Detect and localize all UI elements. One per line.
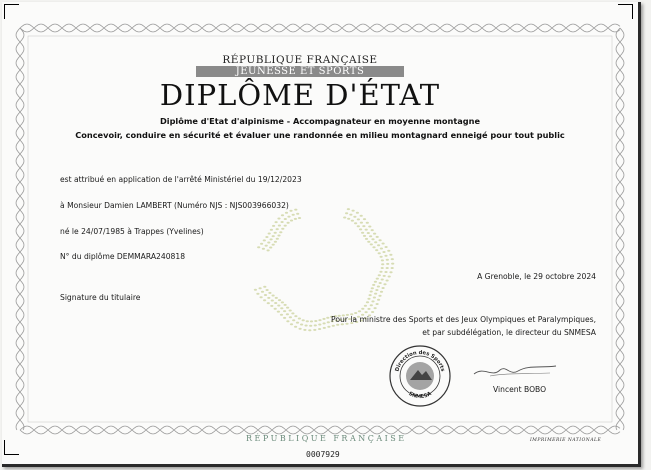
wreath-leaf (289, 210, 292, 212)
wreath-leaf (375, 249, 378, 251)
official-seal (388, 344, 452, 408)
wreath-leaf (363, 218, 366, 220)
wreath-leaf (272, 225, 275, 227)
wreath-leaf (284, 218, 287, 220)
wreath-leaf (263, 299, 266, 301)
border-wave (16, 28, 24, 430)
wreath-leaf (275, 297, 278, 299)
wreath-leaf (378, 295, 381, 297)
wreath-leaf (289, 316, 292, 318)
wreath-leaf (364, 305, 367, 307)
wreath-leaf (386, 259, 389, 261)
wreath-leaf (365, 229, 368, 231)
wreath-leaf (357, 218, 360, 220)
wreath-leaf (356, 212, 359, 214)
wreath-leaf (361, 308, 364, 310)
wreath-leaf (296, 322, 299, 324)
wreath-leaf (371, 287, 374, 289)
wreath-leaf (374, 307, 377, 309)
wreath-leaf (272, 244, 275, 246)
jeunesse-et-sports-banner: JEUNESSE ET SPORTS (196, 66, 404, 77)
wreath-leaf (294, 315, 297, 317)
wreath-leaf (367, 308, 370, 310)
wreath-leaf (284, 304, 287, 306)
wreath-leaf (286, 307, 289, 309)
wreath-leaf (377, 299, 380, 301)
wreath-leaf (259, 287, 262, 289)
wreath-leaf (283, 317, 286, 319)
recipient-text: à Monsieur Damien LAMBERT (Numéro NJS : NJS003966032) (60, 201, 289, 210)
wreath-leaf (285, 212, 288, 214)
wreath-leaf (365, 238, 368, 240)
wreath-leaf (379, 239, 382, 241)
wreath-leaf (374, 293, 377, 295)
wreath-leaf (280, 314, 283, 316)
wreath-leaf (296, 213, 299, 215)
wreath-leaf (374, 241, 377, 243)
wreath-leaf (382, 243, 385, 245)
wreath-leaf (272, 295, 275, 297)
handwritten-signature (470, 356, 560, 382)
wreath-leaf (314, 324, 317, 326)
wreath-leaf (372, 246, 375, 248)
seal-text-top: Direction des Sports (394, 349, 446, 373)
wreath-leaf (377, 286, 380, 288)
wreath-leaf (276, 238, 279, 240)
wreath-leaf (371, 238, 374, 240)
wreath-leaf (278, 225, 281, 227)
wreath-leaf (284, 225, 287, 227)
imprimerie-nationale: IMPRIMERIE NATIONALE (530, 438, 602, 443)
wreath-leaf (386, 263, 389, 265)
wreath-leaf (367, 298, 370, 300)
wreath-leaf (332, 325, 335, 327)
wreath-leaf (268, 292, 271, 294)
wreath-leaf (260, 296, 263, 298)
border-wave (20, 24, 620, 32)
wreath-leaf (343, 217, 346, 219)
wreath-leaf (274, 241, 277, 243)
wreath-leaf (366, 301, 369, 303)
wreath-leaf (277, 235, 280, 237)
wreath-leaf (283, 310, 286, 312)
wreath-leaf (286, 313, 289, 315)
wreath-leaf (381, 263, 384, 265)
wreath-leaf (280, 307, 283, 309)
wreath-leaf (367, 232, 370, 234)
wreath-leaf (287, 216, 290, 218)
wreath-leaf (359, 228, 362, 230)
wreath-leaf (294, 209, 297, 211)
wreath-leaf (277, 311, 280, 313)
border-wave (616, 28, 624, 430)
wreath-leaf (267, 302, 270, 304)
wreath-leaf (389, 254, 392, 256)
wreath-leaf (263, 286, 266, 288)
wreath-leaf (267, 297, 270, 299)
attribution-text: est attribué en application de l'arrêté Ministériel du 19/12/2023 (60, 175, 302, 184)
wreath-leaf (372, 284, 375, 286)
diploma-number: N° du diplôme DEMMARA240818 (60, 252, 186, 261)
wreath-leaf (391, 258, 394, 260)
wreath-leaf (269, 247, 272, 249)
wreath-leaf (289, 310, 292, 312)
wreath-leaf (272, 235, 275, 237)
border-wave (20, 426, 620, 434)
wreath-leaf (267, 249, 270, 251)
wreath-leaf (363, 235, 366, 237)
wreath-leaf (276, 228, 279, 230)
wreath-leaf (290, 323, 293, 325)
wreath-leaf (266, 289, 269, 291)
border-wave (616, 28, 624, 430)
wreath-leaf (347, 218, 350, 220)
wreath-leaf (292, 214, 295, 216)
wreath-leaf (370, 304, 373, 306)
wreath-leaf (260, 243, 263, 245)
wreath-leaf (370, 243, 373, 245)
wreath-leaf (367, 241, 370, 243)
wreath-leaf (347, 208, 350, 210)
wreath-leaf (274, 232, 277, 234)
border-wave (20, 426, 620, 434)
wreath-leaf (275, 221, 278, 223)
wreath-leaf (336, 324, 339, 326)
wreath-leaf (369, 294, 372, 296)
wreath-leaf (384, 255, 387, 257)
wreath-leaf (352, 210, 355, 212)
wreath-leaf (281, 221, 284, 223)
wreath-leaf (362, 225, 365, 227)
wreath-leaf (370, 291, 373, 293)
wreath-leaf (270, 305, 273, 307)
wreath-leaf (376, 303, 379, 305)
wreath-leaf (271, 300, 274, 302)
wreath-leaf (391, 267, 394, 269)
wreath-leaf (254, 289, 257, 291)
wreath-leaf (298, 217, 301, 219)
wreath-leaf (371, 300, 374, 302)
wreath-leaf (263, 239, 266, 241)
holder-signature-label: Signature du titulaire (60, 293, 141, 302)
wreath-leaf (382, 251, 385, 253)
wreath-leaf (374, 281, 377, 283)
wreath-leaf (270, 238, 273, 240)
wreath-leaf (373, 233, 376, 235)
border-wave (16, 28, 24, 430)
wreath-leaf (373, 297, 376, 299)
wreath-leaf (268, 233, 271, 235)
wreath-leaf (361, 232, 364, 234)
birth-text: né le 24/07/1985 à Trappes (Yvelines) (60, 227, 204, 236)
diploma-title: DIPLÔME D'ÉTAT (159, 78, 441, 112)
wreath-leaf (256, 293, 259, 295)
wreath-leaf (358, 310, 361, 312)
wreath-leaf (278, 299, 281, 301)
wreath-leaf (281, 301, 284, 303)
wreath-leaf (369, 235, 372, 237)
wreath-leaf (354, 312, 357, 314)
wreath-leaf (378, 252, 381, 254)
wreath-leaf (287, 222, 290, 224)
wreath-leaf (270, 229, 273, 231)
seal-text-bottom: SNMESA (407, 390, 433, 401)
wreath-leaf (385, 246, 388, 248)
wreath-leaf (380, 248, 383, 250)
wreath-leaf (286, 320, 289, 322)
wreath-leaf (261, 291, 264, 293)
wreath-leaf (265, 245, 268, 247)
wreath-leaf (381, 259, 384, 261)
wreath-leaf (290, 220, 293, 222)
wreath-leaf (345, 212, 348, 214)
wreath-leaf (353, 216, 356, 218)
wreath-leaf (377, 244, 380, 246)
wreath-leaf (277, 218, 280, 220)
wreath-leaf (381, 267, 384, 269)
wreath-leaf (366, 222, 369, 224)
border-wave (20, 24, 620, 32)
wreath-leaf (360, 215, 363, 217)
wreath-leaf (274, 308, 277, 310)
wreath-leaf (371, 311, 374, 313)
wreath-leaf (262, 248, 265, 250)
wreath-leaf (376, 236, 379, 238)
footer-republique: RÉPUBLIQUE FRANÇAISE (246, 434, 407, 443)
wreath-leaf (281, 228, 284, 230)
wreath-leaf (380, 291, 383, 293)
wreath-leaf (294, 326, 297, 328)
wreath-leaf (387, 250, 390, 252)
signatory-name: Vincent BOBO (493, 385, 547, 394)
wreath-leaf (349, 214, 352, 216)
wreath-leaf (257, 246, 260, 248)
wreath-leaf (383, 283, 386, 285)
serial-number: 0007929 (306, 450, 340, 459)
wreath-leaf (265, 236, 268, 238)
wreath-leaf (391, 263, 394, 265)
wreath-leaf (375, 289, 378, 291)
wreath-leaf (292, 319, 295, 321)
minister-line-2: et par subdélégation, le directeur du SNMESA (422, 328, 596, 337)
wreath-leaf (294, 218, 297, 220)
wreath-leaf (351, 220, 354, 222)
wreath-leaf (368, 226, 371, 228)
wreath-leaf (274, 302, 277, 304)
wreath-leaf (281, 214, 284, 216)
wreath-leaf (267, 242, 270, 244)
wreath-leaf (305, 325, 308, 327)
wreath-leaf (357, 225, 360, 227)
wreath-leaf (360, 222, 363, 224)
place-date: A Grenoble, le 29 octobre 2024 (477, 272, 596, 281)
wreath-leaf (386, 267, 389, 269)
wreath-leaf (379, 282, 382, 284)
wreath-leaf (371, 229, 374, 231)
republique-francaise-heading: RÉPUBLIQUE FRANÇAISE (222, 54, 378, 66)
diploma-speciality: Diplôme d'Etat d'alpinisme - Accompagnateur en moyenne montagne (159, 116, 481, 126)
wreath-leaf (365, 311, 368, 313)
wreath-leaf (382, 287, 385, 289)
wreath-leaf (277, 305, 280, 307)
minister-line-1: Pour la ministre des Sports et des Jeux Olympiques et Paralympiques, (331, 315, 596, 324)
wreath-leaf (264, 294, 267, 296)
wreath-leaf (380, 256, 383, 258)
diploma-competence: Concevoir, conduire en sécurité et évaluer une randonnée en milieu montagnard enneigé pour tout public (75, 130, 565, 140)
wreath-leaf (354, 222, 357, 224)
wreath-leaf (279, 231, 282, 233)
wreath-leaf (291, 312, 294, 314)
wreath-leaf (309, 325, 312, 327)
